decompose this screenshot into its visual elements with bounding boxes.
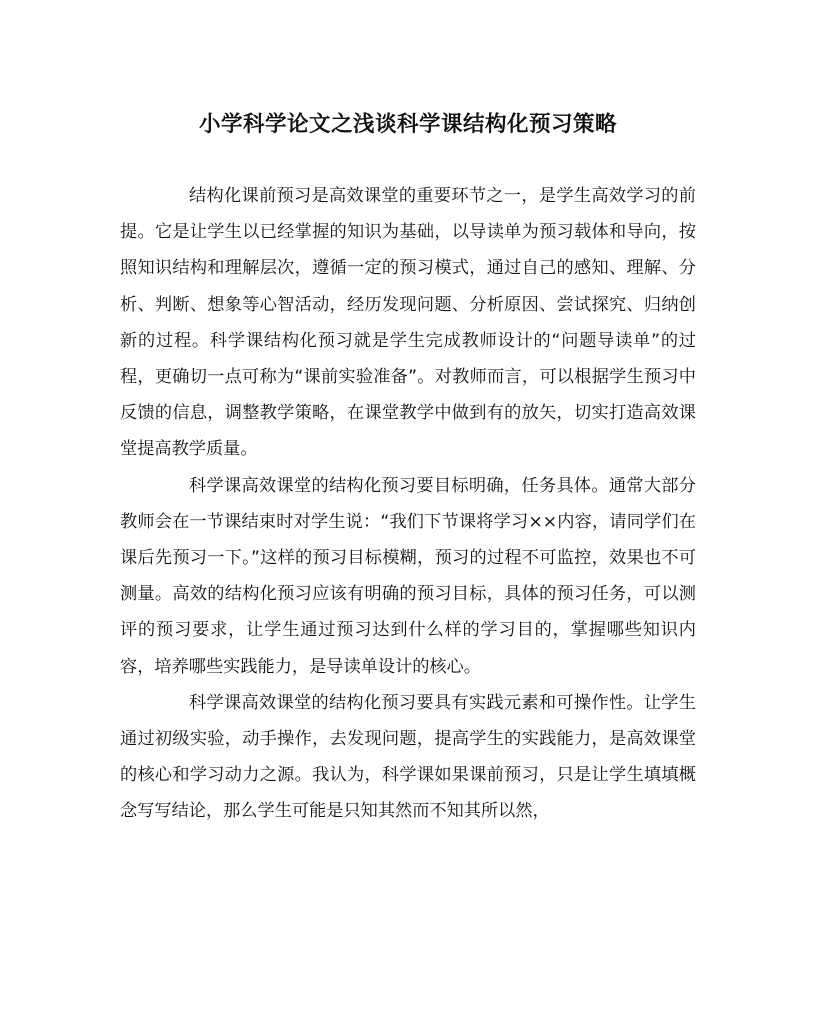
paragraph: 结构化课前预习是高效课堂的重要环节之一，是学生高效学习的前提。它是让学生以已经掌握的知识为基础，以导读单为预习载体和导向，按照知识结构和理解层次，遵循一定的预习模式，通过自己的感知、理解、分析、判断、想象等心智活动，经历发现问题、分析原因、尝试探究、归纳创新的过程。科学课结构化预习就是学生完成教师设计的“问题导读单”的过程，更确切一点可称为“课前实验准备”。对教师而言，可以根据学生预习中反馈的信息，调整教学策略，在课堂教学中做到有的放矢，切实打造高效课堂提高教学质量。: [120, 186, 696, 460]
paragraph: 科学课高效课堂的结构化预习要具有实践元素和可操作性。让学生通过初级实验，动手操作，去发现问题，提高学生的实践能力，是高效课堂的核心和学习动力之源。我认为，科学课如果课前预习，只是让学生填填概念写写结论，那么学生可能是只知其然而不知其所以然，: [120, 692, 696, 822]
document-body: [120, 178, 696, 830]
paragraph: 科学课高效课堂的结构化预习要目标明确，任务具体。通常大部分教师会在一节课结束时对学生说：“我们下节课将学习××内容，请同学们在课后先预习一下。”这样的预习目标模糊，预习的过程不可监控，效果也不可测量。高效的结构化预习应该有明确的预习目标，具体的预习任务，可以测评的预习要求，让学生通过预习达到什么样的学习目的，掌握哪些知识内容，培养哪些实践能力，是导读单设计的核心。: [120, 475, 696, 677]
document-title: 小学科学论文之浅谈科学课结构化预习策略: [198, 112, 617, 137]
